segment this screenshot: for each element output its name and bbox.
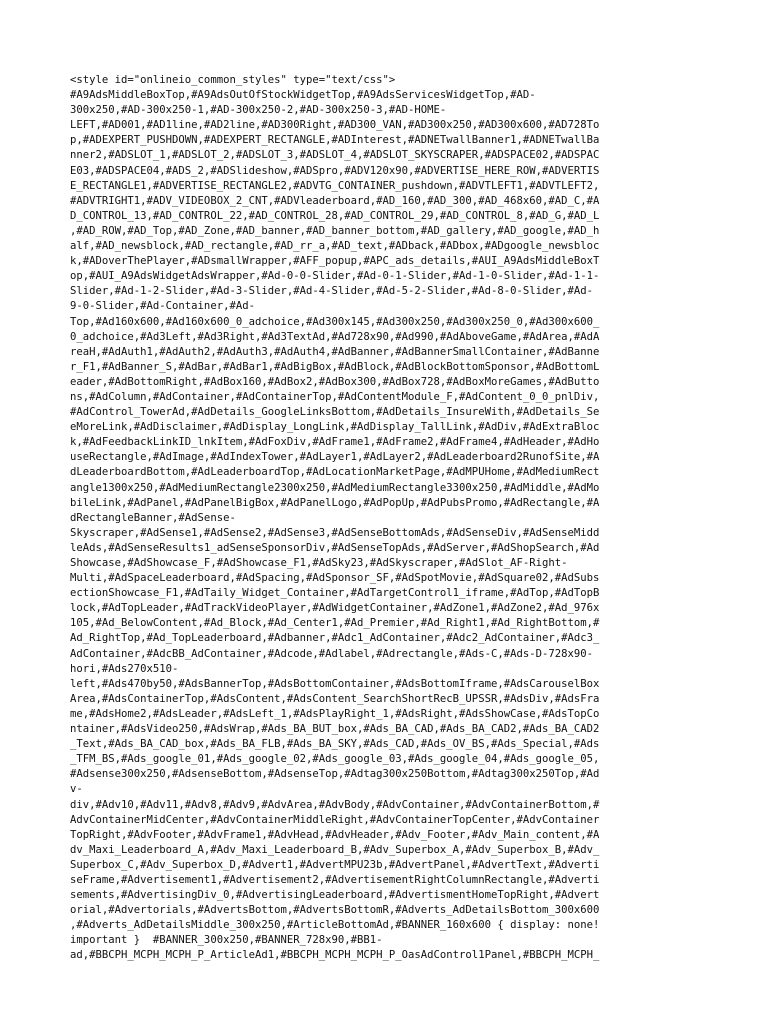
code-line: 105,#Ad_BelowContent,#Ad_Block,#Ad_Center1,#Ad_Premier,#Ad_Right1,#Ad_RightBottom,# [70,617,600,630]
code-line: lock,#AdTopLeader,#AdTrackVideoPlayer,#AdWidgetContainer,#AdZone1,#AdZone2,#Ad_976x [70,602,600,615]
code-line: LEFT,#AD001,#AD1line,#AD2line,#AD300Right,#AD300_VAN,#AD300x250,#AD300x600,#AD728To [70,119,600,132]
code-line: angle1300x250,#AdMediumRectangle2300x250,#AdMediumRectangle3300x250,#AdMiddle,#AdMo [70,481,600,494]
code-line: ectionShowcase_F1,#AdTaily_Widget_Container,#AdTargetControl1_iframe,#AdTop,#AdTopB [70,587,600,600]
code-line: left,#Ads470by50,#AdsBannerTop,#AdsBottomContainer,#AdsBottomIframe,#AdsCarouselBox [70,677,600,690]
code-line: important } #BANNER_300x250,#BANNER_728x90,#BB1- [70,934,383,947]
code-line: eMoreLink,#AdDisclaimer,#AdDisplay_LongLink,#AdDisplay_TallLink,#AdDiv,#AdExtraBloc [70,421,600,434]
code-line: reaH,#AdAuth1,#AdAuth2,#AdAuth3,#AdAuth4,#AdBanner,#AdBannerSmallContainer,#AdBanne [70,345,600,358]
code-line: hori,#Ads270x510- [70,662,179,675]
code-line: #ADVTRIGHT1,#ADV_VIDEOBOX_2_CNT,#ADVleaderboard,#AD_160,#AD_300,#AD_468x60,#AD_C,#A [70,194,600,207]
code-line: _TFM_BS,#Ads_google_01,#Ads_google_02,#Ads_google_03,#Ads_google_04,#Ads_google_05, [70,753,600,766]
code-line: ,#Adverts_AdDetailsMiddle_300x250,#ArticleBottomAd,#BANNER_160x600 { display: none! [70,919,600,932]
code-line: 9-0-Slider,#Ad-Container,#Ad- [70,300,255,313]
code-line: nner2,#ADSLOT_1,#ADSLOT_2,#ADSLOT_3,#ADSLOT_4,#ADSLOT_SKYSCRAPER,#ADSPACE02,#ADSPAC [70,149,600,162]
code-line: Top,#Ad160x600,#Ad160x600_0_adchoice,#Ad300x145,#Ad300x250,#Ad300x250_0,#Ad300x600_ [70,315,600,328]
code-line: k,#ADoverThePlayer,#ADsmallWrapper,#AFF_popup,#APC_ads_details,#AUI_A9AdsMiddleBoxT [70,255,600,268]
code-line: v- [70,783,83,796]
code-line: Showcase,#AdShowcase_F,#AdShowcase_F1,#AdSky23,#AdSkyscraper,#AdSlot_AF-Right- [70,557,568,569]
code-line: 300x250,#AD-300x250-1,#AD-300x250-2,#AD-300x250-3,#AD-HOME- [70,104,447,117]
code-line: dRectangleBanner,#AdSense- [70,511,236,524]
code-line: 0_adchoice,#Ad3Left,#Ad3Right,#Ad3TextAd,#Ad728x90,#Ad990,#AdAboveGame,#AdArea,#AdA [70,330,600,343]
code-line: <style id="onlineio_common_styles" type="text/css"> [70,74,396,86]
code-line: D_CONTROL_13,#AD_CONTROL_22,#AD_CONTROL_28,#AD_CONTROL_29,#AD_CONTROL_8,#AD_G,#AD_L [70,209,600,222]
code-line: k,#AdFeedbackLinkID_lnkItem,#AdFoxDiv,#AdFrame1,#AdFrame2,#AdFrame4,#AdHeader,#AdHo [70,436,600,449]
code-line: dv_Maxi_Leaderboard_A,#Adv_Maxi_Leaderboard_B,#Adv_Superbox_A,#Adv_Superbox_B,#Adv_ [70,843,600,856]
code-line: E03,#ADSPACE04,#ADS_2,#ADSlideshow,#ADSpro,#ADV120x90,#ADVERTISE_HERE_ROW,#ADVERTIS [70,164,600,177]
code-line: alf,#AD_newsblock,#AD_rectangle,#AD_rr_a,#AD_text,#ADback,#ADbox,#ADgoogle_newsbloc [70,240,600,253]
code-line: seFrame,#Advertisement1,#Advertisement2,#AdvertisementRightColumnRectangle,#Adverti [70,873,600,886]
code-line: eader,#AdBottomRight,#AdBox160,#AdBox2,#AdBox300,#AdBox728,#AdBoxMoreGames,#AdButto [70,375,600,388]
code-line: Slider,#Ad-1-2-Slider,#Ad-3-Slider,#Ad-4-Slider,#Ad-5-2-Slider,#Ad-8-0-Slider,#Ad- [70,285,593,298]
code-line: ns,#AdColumn,#AdContainer,#AdContainerTop,#AdContentModule_F,#AdContent_0_0_pnlDiv, [70,390,600,403]
code-line: #Adsense300x250,#AdsenseBottom,#AdsenseTop,#Adtag300x250Bottom,#Adtag300x250Top,#Ad [70,768,600,781]
code-line: sements,#AdvertisingDiv_0,#AdvertisingLeaderboard,#AdvertismentHomeTopRight,#Advert [70,889,600,902]
code-line: dLeaderboardBottom,#AdLeaderboardTop,#AdLocationMarketPage,#AdMPUHome,#AdMediumRect [70,466,600,479]
code-line: AdContainer,#AdcBB_AdContainer,#Adcode,#Adlabel,#Adrectangle,#Ads-C,#Ads-D-728x90- [70,647,593,660]
document-page [70,73,700,964]
code-line: _Text,#Ads_BA_CAD_box,#Ads_BA_FLB,#Ads_BA_SKY,#Ads_CAD,#Ads_OV_BS,#Ads_Special,#Ads [70,738,600,751]
code-line: Ad_RightTop,#Ad_TopLeaderboard,#Adbanner,#Adc1_AdContainer,#Adc2_AdContainer,#Adc3_ [70,632,600,645]
code-line: leAds,#AdSenseResults1_adSenseSponsorDiv,#AdSenseTopAds,#AdServer,#AdShopSearch,#Ad [70,541,600,554]
code-line: orial,#Advertorials,#AdvertsBottom,#AdvertsBottomR,#Adverts_AdDetailsBottom_300x600 [70,904,600,917]
code-line: E_RECTANGLE1,#ADVERTISE_RECTANGLE2,#ADVTG_CONTAINER_pushdown,#ADVTLEFT1,#ADVTLEFT2, [70,179,600,192]
code-line: r_F1,#AdBanner_S,#AdBar,#AdBar1,#AdBigBox,#AdBlock,#AdBlockBottomSponsor,#AdBottomL [70,360,600,373]
code-line: #AdControl_TowerAd,#AdDetails_GoogleLinksBottom,#AdDetails_InsureWith,#AdDetails_Se [70,406,600,419]
code-line: Skyscraper,#AdSense1,#AdSense2,#AdSense3,#AdSenseBottomAds,#AdSenseDiv,#AdSenseMidd [70,526,600,539]
code-line: #A9AdsMiddleBoxTop,#A9AdsOutOfStockWidgetTop,#A9AdsServicesWidgetTop,#AD- [70,89,536,102]
code-line: ntainer,#AdsVideo250,#AdsWrap,#Ads_BA_BUT_box,#Ads_BA_CAD,#Ads_BA_CAD2,#Ads_BA_CAD2 [70,723,600,736]
code-line: Superbox_C,#Adv_Superbox_D,#Advert1,#AdvertMPU23b,#AdvertPanel,#AdvertText,#Adverti [70,858,600,871]
code-line: useRectangle,#AdImage,#AdIndexTower,#AdLayer1,#AdLayer2,#AdLeaderboard2RunofSite,#A [70,451,600,464]
code-line: Multi,#AdSpaceLeaderboard,#AdSpacing,#AdSponsor_SF,#AdSpotMovie,#AdSquare02,#AdSubs [70,572,600,585]
code-line: div,#Adv10,#Adv11,#Adv8,#Adv9,#AdvArea,#AdvBody,#AdvContainer,#AdvContainerBottom,# [70,798,600,811]
code-line: op,#AUI_A9AdsWidgetAdsWrapper,#Ad-0-0-Slider,#Ad-0-1-Slider,#Ad-1-0-Slider,#Ad-1-1- [70,270,600,283]
code-line: bileLink,#AdPanel,#AdPanelBigBox,#AdPanelLogo,#AdPopUp,#AdPubsPromo,#AdRectangle,#A [70,496,600,509]
code-line: Area,#AdsContainerTop,#AdsContent,#AdsContent_SearchShortRecB_UPSSR,#AdsDiv,#AdsFra [70,692,600,705]
code-line: p,#ADEXPERT_PUSHDOWN,#ADEXPERT_RECTANGLE,#ADInterest,#ADNETwallBanner1,#ADNETwallBa [70,134,600,147]
code-line: AdvContainerMidCenter,#AdvContainerMiddleRight,#AdvContainerTopCenter,#AdvContainer [70,813,600,826]
code-line: me,#AdsHome2,#AdsLeader,#AdsLeft_1,#AdsPlayRight_1,#AdsRight,#AdsShowCase,#AdsTopCo [70,707,600,720]
code-line: ,#AD_ROW,#AD_Top,#AD_Zone,#AD_banner,#AD_banner_bottom,#AD_gallery,#AD_google,#AD_h [70,224,600,237]
code-line: TopRight,#AdvFooter,#AdvFrame1,#AdvHead,#AdvHeader,#Adv_Footer,#Adv_Main_content,#A [70,828,600,841]
code-line: ad,#BBCPH_MCPH_MCPH_P_ArticleAd1,#BBCPH_MCPH_MCPH_P_OasAdControl1Panel,#BBCPH_MCPH_ [70,949,600,962]
